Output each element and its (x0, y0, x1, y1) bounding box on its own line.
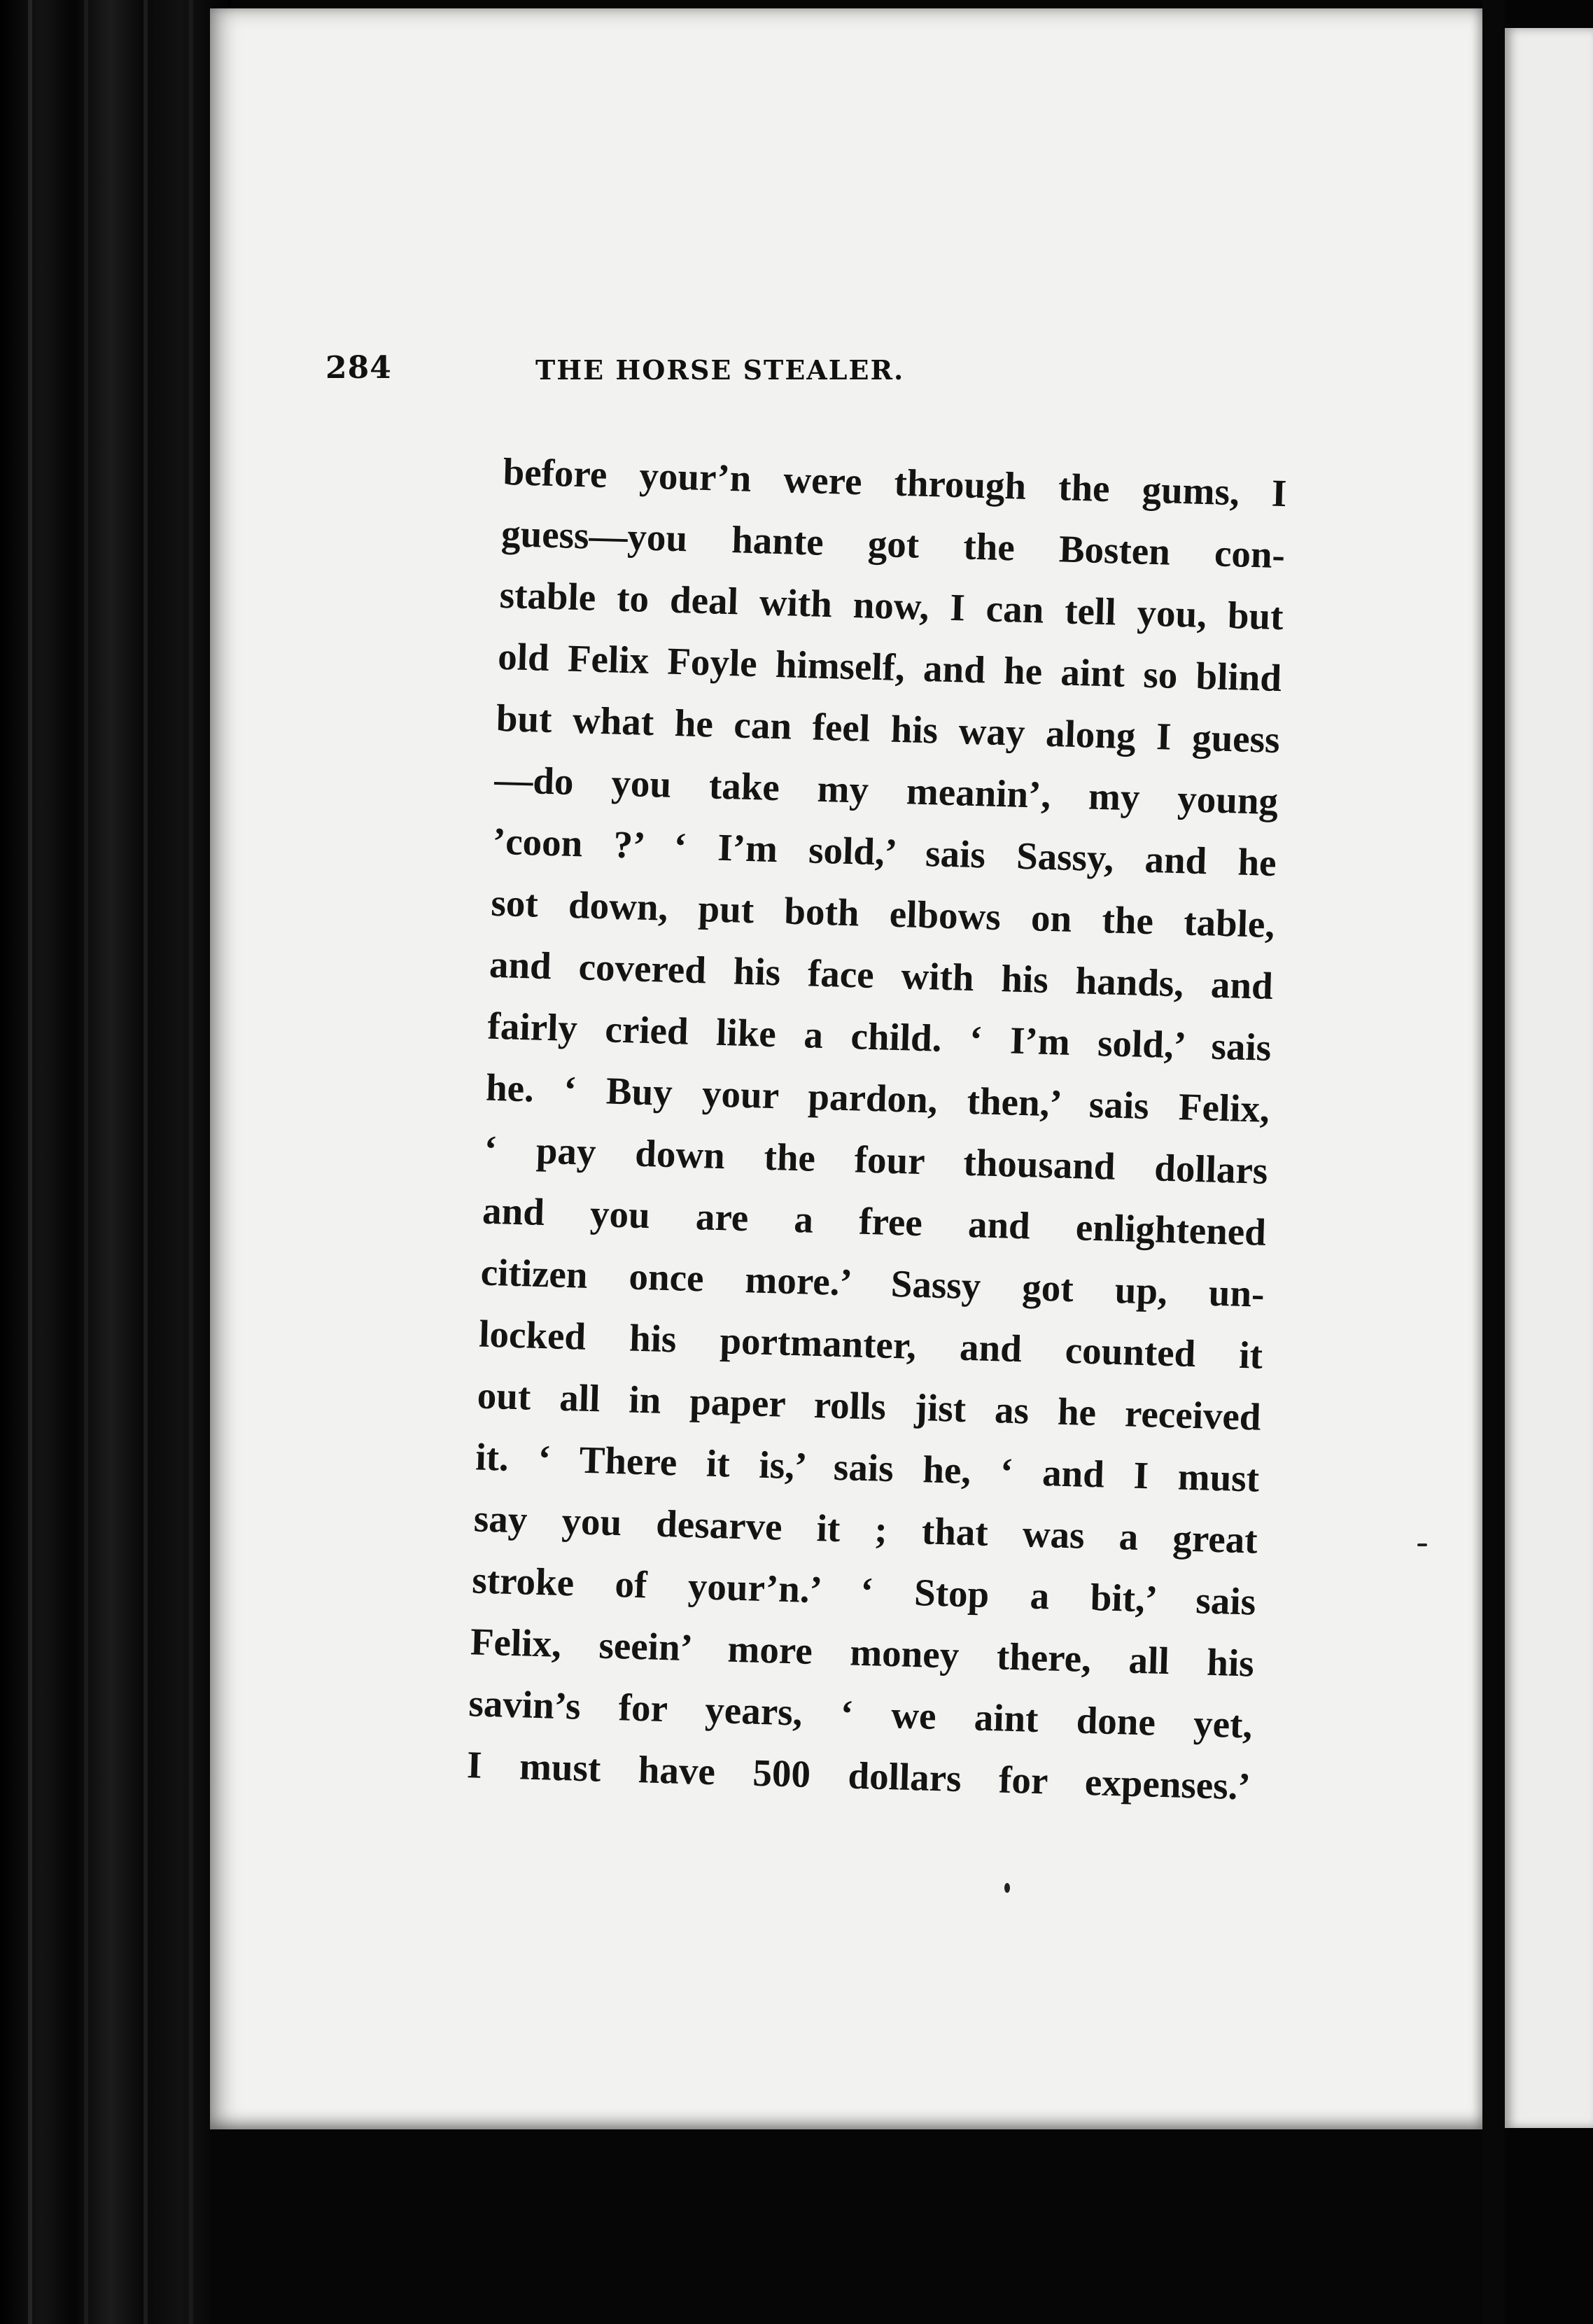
text-line: locked his portmanter, and counted it (478, 1312, 1263, 1377)
next-page-edge (1505, 28, 1593, 2128)
text-line: and you are a free and enlightened (482, 1189, 1267, 1254)
text-line: old Felix Foyle himself, and he aint so blind (497, 634, 1282, 700)
running-head: THE HORSE STEALER. (535, 354, 905, 386)
spine-streak (189, 0, 193, 2324)
text-line: I must have 500 dollars for expenses.’ (466, 1743, 1251, 1808)
page-bottom-shadow (210, 2129, 1482, 2324)
text-line: but what he can feel his way along I guess (496, 696, 1281, 762)
text-line: ‘ pay down the four thousand dollars (483, 1127, 1269, 1192)
spine-streak (28, 0, 32, 2324)
text-line: fairly cried like a child. ‘ I’m sold,’ sais (486, 1004, 1272, 1069)
text-line: and covered his face with his hands, and (489, 942, 1274, 1007)
page-gap (1482, 0, 1505, 2324)
ink-speck (1417, 1544, 1427, 1546)
text-line: out all in paper rolls jist as he received (477, 1373, 1262, 1438)
spine-streak (143, 0, 148, 2324)
text-line: Felix, seein’ more money there, all his (470, 1620, 1255, 1685)
text-line: it. ‘ There it is,’ sais he, ‘ and I must (475, 1435, 1260, 1500)
text-line: stable to deal with now, I can tell you, but (499, 573, 1284, 638)
body-text (466, 441, 1288, 1818)
spine-streak (84, 0, 88, 2324)
book-spine (0, 0, 231, 2324)
text-line: he. ‘ Buy your pardon, then,’ sais Felix, (485, 1065, 1270, 1130)
text-line: stroke of your’n.’ ‘ Stop a bit,’ sais (471, 1558, 1256, 1623)
text-line: sot down, put both elbows on the table, (490, 881, 1276, 946)
text-line: ’coon ?’ ‘ I’m sold,’ sais Sassy, and he (492, 819, 1277, 885)
text-line: guess—you hante got the Bosten con- (500, 511, 1286, 577)
ink-speck (1004, 1883, 1010, 1893)
page-header (325, 350, 1165, 399)
text-line: say you desarve it ; that was a great (473, 1497, 1258, 1562)
text-line: before your’n were through the gums, I (502, 449, 1288, 515)
text-line: —do you take my meanin’, my young (493, 757, 1279, 823)
text-line: citizen once more.’ Sassy got up, un- (479, 1250, 1265, 1315)
page-number: 284 (325, 350, 392, 386)
text-line: savin’s for years, ‘ we aint done yet, (468, 1681, 1254, 1746)
